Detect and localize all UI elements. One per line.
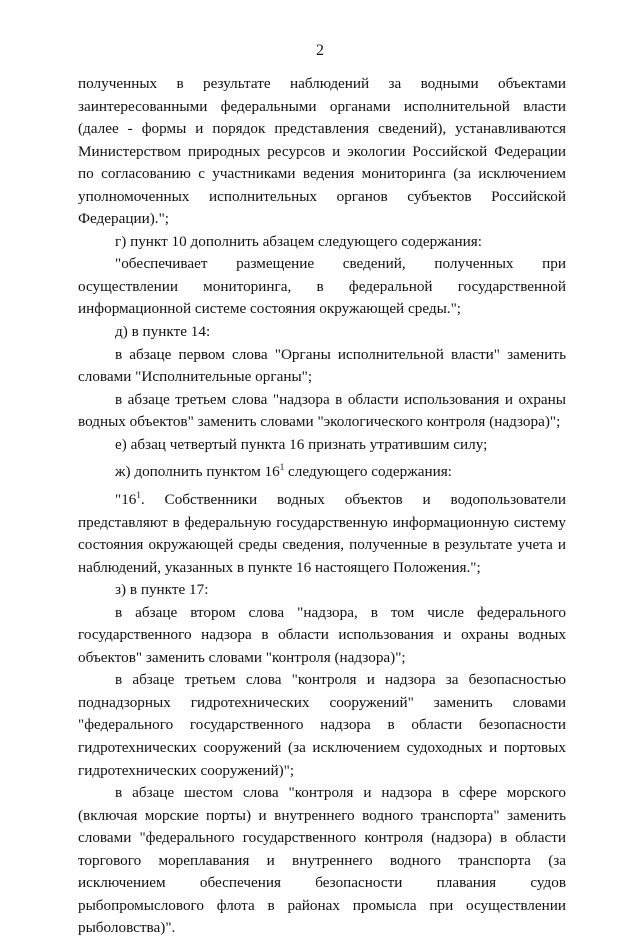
text-segment: ж) дополнить пунктом 16	[115, 463, 280, 481]
paragraph-p17-second: в абзаце втором слова "надзора, в том числе федерального государственного надзора в области использования и охраны водных объектов" заменить словами "контроля (надзора)";	[78, 603, 566, 666]
document-body	[78, 73, 566, 940]
paragraph-p16-1	[78, 484, 566, 579]
text-segment: "16	[115, 490, 137, 508]
paragraph-continuation: полученных в результате наблюдений за водными объектами заинтересованными федеральными органами исполнительной власти (далее - формы и порядок представления сведений), устанавливаются Министерством природных ресурсов и экологии Российской Федерации по согласованию с участниками ведения мониторинга (за исключением уполномоченных исполнительных органов субъектов Российской Федерации).";	[78, 75, 566, 228]
paragraph-item-e: е) абзац четвертый пункта 16 признать утратившим силу;	[115, 435, 488, 453]
paragraph-p17-sixth: в абзаце шестом слова "контроля и надзора в сфере морского (включая морские порты) и внутреннего водного транспорта" заменить словами "федерального государственного контроля (надзора) в области торгового мореплавания и внутреннего водного транспорта (за исключением обеспечения безопасности плавания судов рыбопромыслового флота в районах промысла при осуществлении рыболовства)".	[78, 784, 566, 937]
text-segment: следующего содержания:	[284, 463, 452, 481]
superscript-index: 1	[136, 489, 141, 500]
text-segment: . Собственники водных объектов и водопользователи представляют в федеральную государственную информационную систему состояния окружающей среды сведения, полученные в результате учета и наблюдений, указанных в пункте 16 настоящего Положения.";	[78, 490, 566, 576]
paragraph-p17-third: в абзаце третьем слова "контроля и надзора за безопасностью поднадзорных гидротехнических сооружений" заменить словами "федерального государственного надзора в области безопасности гидротехнических сооружений (за исключением судоходных и портовых гидротехнических сооружений)";	[78, 671, 566, 779]
paragraph-p14-first: в абзаце первом слова "Органы исполнительной власти" заменить словами "Исполнительные органы";	[78, 345, 566, 386]
paragraph-item-d: д) в пункте 14:	[115, 323, 211, 341]
paragraph-p14-third: в абзаце третьем слова "надзора в области использования и охраны водных объектов" заменить словами "экологического контроля (надзора)";	[78, 390, 566, 431]
paragraph-item-g: г) пункт 10 дополнить абзацем следующего содержания:	[115, 232, 482, 250]
superscript-index: 1	[279, 462, 285, 473]
paragraph-quote-monitoring: "обеспечивает размещение сведений, полученных при осуществлении мониторинга, в федеральной государственной информационной системе состояния окружающей среды.";	[78, 255, 566, 318]
page-number: 2	[316, 42, 324, 59]
paragraph-item-z: з) в пункте 17:	[115, 581, 209, 599]
paragraph-item-zh	[78, 456, 566, 484]
